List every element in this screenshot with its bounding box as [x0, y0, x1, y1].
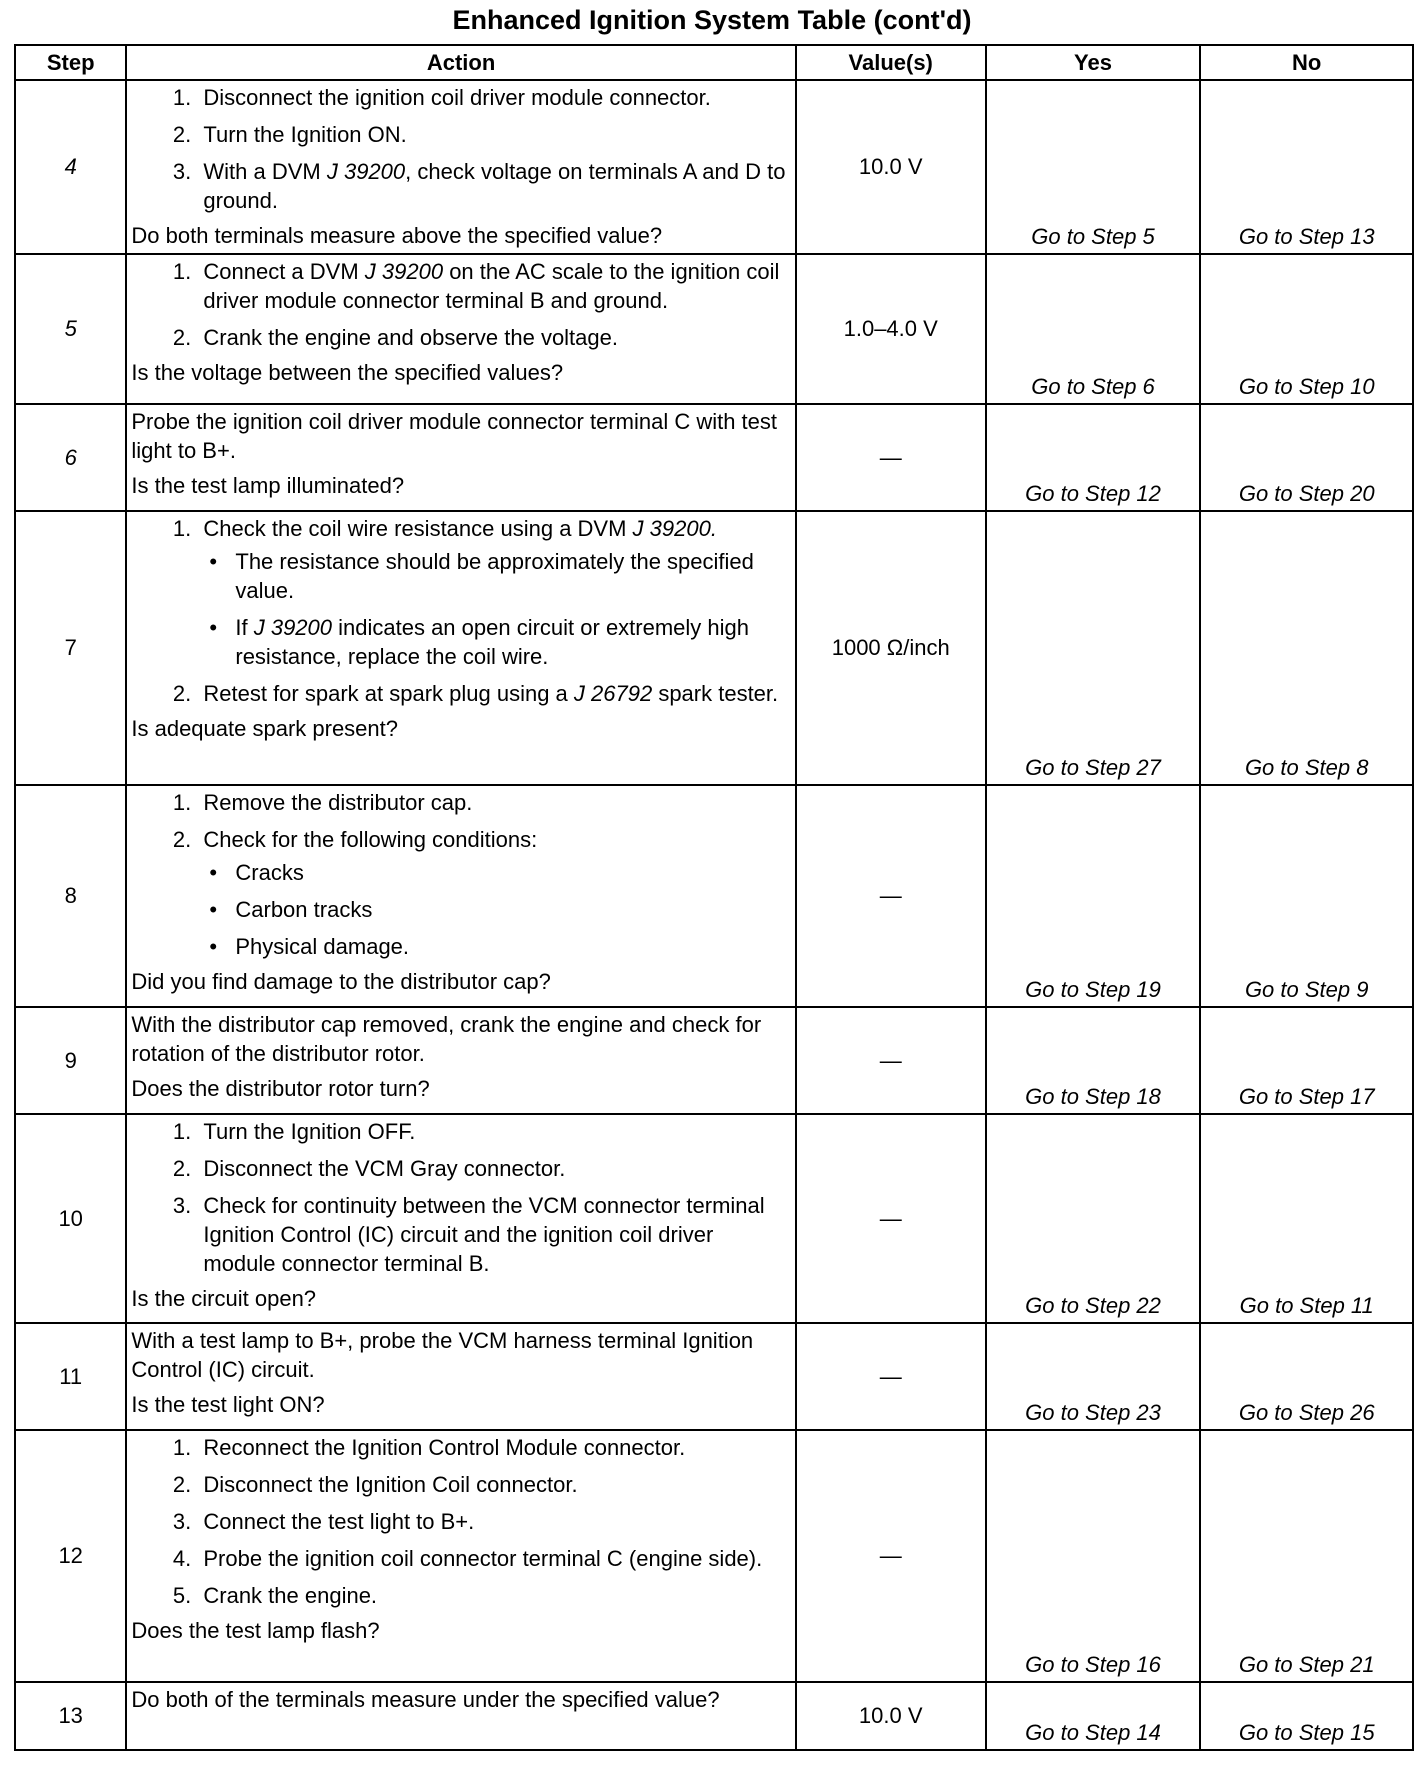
bullet-item: • Carbon tracks	[209, 897, 373, 922]
bullet-icon: •	[209, 934, 218, 959]
step-cell	[15, 80, 126, 254]
action-cell	[126, 1430, 795, 1682]
no-cell: Go to Step 15	[1200, 1682, 1413, 1750]
action-cell	[126, 254, 795, 404]
action-steps	[131, 83, 788, 215]
step-cell	[15, 1007, 126, 1114]
action-steps	[131, 514, 788, 708]
tool-reference: J 39200	[326, 159, 406, 184]
tool-reference: J 26792	[573, 681, 653, 706]
step-cell	[15, 785, 126, 1007]
action-question: Is the test light ON?	[131, 1392, 325, 1417]
action-question: Is adequate spark present?	[131, 716, 398, 741]
action-text: Probe the ignition coil driver module connector terminal C with test light to B+.	[131, 409, 778, 463]
table-row	[15, 1114, 1413, 1323]
bullet-list	[203, 858, 788, 961]
tool-reference: J 39200	[364, 259, 444, 284]
action-question: Is the test lamp illuminated?	[131, 473, 405, 498]
yes-cell: Go to Step 27	[986, 511, 1201, 785]
step-cell	[15, 1430, 126, 1682]
header-step: Step	[15, 45, 126, 80]
bullet-list	[203, 547, 788, 671]
action-step: 4. Probe the ignition coil connector terminal C (engine side).	[197, 1544, 788, 1573]
action-step: 2. Disconnect the VCM Gray connector.	[197, 1154, 788, 1183]
step-number: 8	[64, 883, 77, 908]
action-step: 2. Turn the Ignition ON.	[197, 120, 788, 149]
step-cell	[15, 511, 126, 785]
value-cell: —	[796, 1323, 986, 1430]
action-cell	[126, 80, 795, 254]
action-text: With the distributor cap removed, crank the engine and check for rotation of the distributor rotor.	[131, 1012, 762, 1066]
action-question: Did you find damage to the distributor cap?	[131, 969, 551, 994]
step-cell	[15, 1114, 126, 1323]
action-question: Does the test lamp flash?	[131, 1618, 380, 1643]
bullet-icon: •	[209, 860, 218, 885]
no-cell: Go to Step 17	[1200, 1007, 1413, 1114]
value-cell: —	[796, 1114, 986, 1323]
table-row	[15, 1007, 1413, 1114]
header-action: Action	[126, 45, 795, 80]
ignition-system-table	[14, 44, 1414, 1751]
yes-cell: Go to Step 19	[986, 785, 1201, 1007]
action-question: Is the circuit open?	[131, 1286, 317, 1311]
yes-cell: Go to Step 22	[986, 1114, 1201, 1323]
action-cell	[126, 1682, 795, 1750]
action-step: 1. Turn the Ignition OFF.	[197, 1117, 788, 1146]
action-step: 1. Disconnect the ignition coil driver module connector.	[197, 83, 788, 112]
action-step: 2. Check for the following conditions: • Cracks • Carbon tracks • Physical damage.	[197, 825, 788, 961]
bullet-item: • Cracks	[209, 860, 304, 885]
action-step: 1. Remove the distributor cap.	[197, 788, 788, 817]
action-steps	[131, 257, 788, 352]
yes-cell: Go to Step 18	[986, 1007, 1201, 1114]
action-cell	[126, 785, 795, 1007]
action-step: 1. Connect a DVM J 39200 on the AC scale to the ignition coil driver module connector terminal B and ground.	[197, 257, 788, 315]
tool-reference: J 39200	[253, 615, 333, 640]
action-steps	[131, 1117, 788, 1278]
table-row	[15, 511, 1413, 785]
action-step: 3. Connect the test light to B+.	[197, 1507, 788, 1536]
table-row	[15, 1682, 1413, 1750]
action-cell	[126, 404, 795, 511]
action-cell	[126, 1114, 795, 1323]
action-step: 1. Reconnect the Ignition Control Module connector.	[197, 1433, 788, 1462]
bullet-item: • If J 39200 indicates an open circuit or extremely high resistance, replace the coil wire.	[209, 615, 750, 669]
step-cell	[15, 1323, 126, 1430]
tool-reference: J 39200.	[632, 516, 717, 541]
action-steps	[131, 788, 788, 961]
table-row	[15, 254, 1413, 404]
step-number: 10	[58, 1205, 83, 1231]
step-number: 11	[59, 1363, 83, 1389]
table-row	[15, 80, 1413, 254]
no-cell: Go to Step 13	[1200, 80, 1413, 254]
value-cell: 1000 Ω/inch	[796, 511, 986, 785]
yes-cell: Go to Step 16	[986, 1430, 1201, 1682]
action-question: Do both of the terminals measure under the specified value?	[131, 1687, 720, 1712]
table-row	[15, 785, 1413, 1007]
yes-cell: Go to Step 14	[986, 1682, 1201, 1750]
table-row	[15, 404, 1413, 511]
bullet-item: • Physical damage.	[209, 934, 410, 959]
yes-cell: Go to Step 5	[986, 80, 1201, 254]
action-question: Is the voltage between the specified values?	[131, 360, 564, 385]
header-no: No	[1200, 45, 1413, 80]
bullet-icon: •	[209, 897, 218, 922]
action-cell	[126, 511, 795, 785]
no-cell: Go to Step 21	[1200, 1430, 1413, 1682]
no-cell: Go to Step 26	[1200, 1323, 1413, 1430]
action-question: Do both terminals measure above the specified value?	[131, 223, 663, 248]
bullet-icon: •	[209, 615, 218, 640]
step-cell	[15, 1682, 126, 1750]
value-cell: —	[796, 1007, 986, 1114]
step-cell	[15, 254, 126, 404]
step-number: 5	[64, 316, 77, 341]
value-cell: 10.0 V	[796, 1682, 986, 1750]
action-step: 2. Disconnect the Ignition Coil connector.	[197, 1470, 788, 1499]
value-cell: 1.0–4.0 V	[796, 254, 986, 404]
step-number: 9	[64, 1047, 77, 1073]
bullet-item: • The resistance should be approximately the specified value.	[209, 549, 754, 603]
table-row	[15, 1430, 1413, 1682]
header-yes: Yes	[986, 45, 1201, 80]
step-number: 4	[64, 154, 77, 179]
value-cell: —	[796, 785, 986, 1007]
no-cell: Go to Step 11	[1200, 1114, 1413, 1323]
header-row	[15, 45, 1413, 80]
action-step: 5. Crank the engine.	[197, 1581, 788, 1610]
no-cell: Go to Step 9	[1200, 785, 1413, 1007]
step-number: 12	[58, 1543, 83, 1568]
action-step: 1. Check the coil wire resistance using a DVM J 39200. • The resistance should be approximately the specified value. • If J 39200 indicates an open circuit or extremely high resistance, replace the coil wire.	[197, 514, 788, 671]
yes-cell: Go to Step 12	[986, 404, 1201, 511]
header-values: Value(s)	[796, 45, 986, 80]
yes-cell: Go to Step 6	[986, 254, 1201, 404]
yes-cell: Go to Step 23	[986, 1323, 1201, 1430]
no-cell: Go to Step 8	[1200, 511, 1413, 785]
bullet-icon: •	[209, 549, 218, 574]
value-cell: —	[796, 1430, 986, 1682]
step-number: 13	[58, 1703, 83, 1728]
action-step: 2. Crank the engine and observe the voltage.	[197, 323, 788, 352]
action-steps	[131, 1433, 788, 1610]
action-cell	[126, 1323, 795, 1430]
action-step: 3. With a DVM J 39200, check voltage on terminals A and D to ground.	[197, 157, 788, 215]
action-step: 3. Check for continuity between the VCM connector terminal Ignition Control (IC) circuit and the ignition coil driver module connector terminal B.	[197, 1191, 788, 1278]
step-cell	[15, 404, 126, 511]
action-step: 2. Retest for spark at spark plug using a J 26792 spark tester.	[197, 679, 788, 708]
action-cell	[126, 1007, 795, 1114]
value-cell: —	[796, 404, 986, 511]
step-number: 6	[64, 444, 77, 470]
no-cell: Go to Step 20	[1200, 404, 1413, 511]
value-cell: 10.0 V	[796, 80, 986, 254]
step-number: 7	[64, 635, 77, 660]
action-question: Does the distributor rotor turn?	[131, 1076, 430, 1101]
table-title: Enhanced Ignition System Table (cont'd)	[452, 5, 972, 35]
no-cell: Go to Step 10	[1200, 254, 1413, 404]
action-text: With a test lamp to B+, probe the VCM harness terminal Ignition Control (IC) circuit.	[131, 1328, 754, 1382]
table-row	[15, 1323, 1413, 1430]
